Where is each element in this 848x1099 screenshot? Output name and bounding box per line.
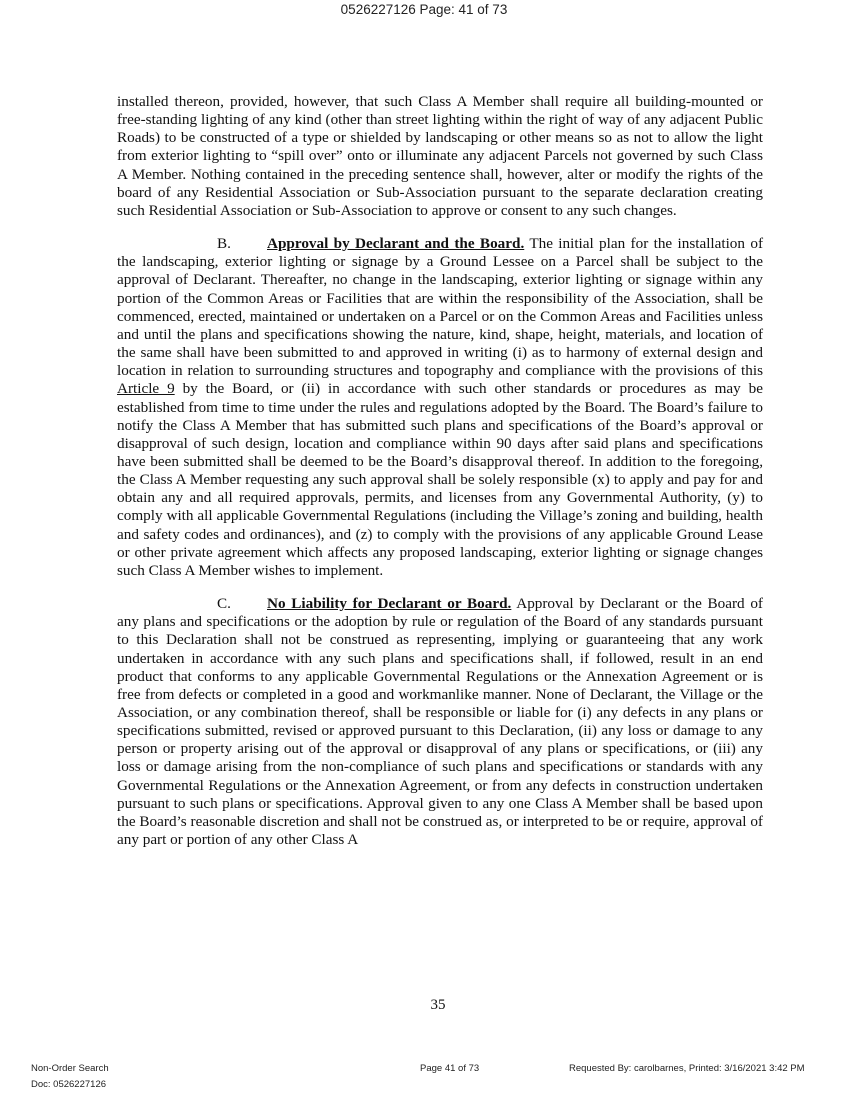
section-c [117, 595, 763, 849]
section-c-heading: No Liability for Declarant or Board. [267, 595, 512, 613]
footer-page-count: Page 41 of 73 [420, 1063, 480, 1074]
footer-doc-number: Doc: 0526227126 [31, 1079, 107, 1090]
section-c-text: Approval by Declarant or the Board of any plans and specifications or the adoption by rule or regulation of the Board of any standards pursuant to this Declaration shall not be construed as representing, implying or guaranteeing that any work undertaken in accordance with any such plans and specifications shall, if followed, result in an end product that conforms to any applicable Governmental Regulations or the Annexation Agreement or is free from defects or completed in a good and workmanlike manner. None of Declarant, the Village or the Association, or any combination thereof, shall be responsible or liable for (i) any defects in any plans or specifications submitted, revised or approved pursuant to this Declaration, (ii) any loss or damage to any person or property arising out of the approval or disapproval of any plans or specifications, or (iii) any loss or damage arising from the non-compliance of such plans and specifications or standards with any Governmental Regulations or the Annexation Agreement, or from any defects in construction undertaken pursuant to such plans or specifications. Approval given to any one Class A Member shall be based upon the Board’s reasonable discretion and shall not be construed as, or interpreted to be or require, approval of any part or portion of any other Class A [117, 595, 763, 849]
section-b-text-1: The initial plan for the installation of the landscaping, exterior lighting or signage by a Ground Lessee on a Parcel shall be subject to the approval of Declarant. Thereafter, no change in the landscaping, exterior lighting or signage within any portion of the Common Areas or Facilities that are within the responsibility of the Association, shall be commenced, erected, maintained or undertaken on a Parcel or on the Common Areas and Facilities unless and until the plans and specifications showing the nature, kind, shape, height, materials, and location of the same shall have been submitted to and approved in writing (i) as to harmony of external design and location in relation to surrounding structures and topography and compliance with the provisions of this [117, 235, 763, 380]
document-body [117, 93, 763, 864]
section-c-letter: C. [217, 595, 231, 613]
page-number: 35 [430, 997, 446, 1013]
article-9-reference: Article 9 [117, 380, 175, 398]
section-b-heading: Approval by Declarant and the Board. [267, 235, 525, 253]
document-stamp: 0526227126 Page: 41 of 73 [340, 2, 508, 17]
section-b [117, 235, 763, 580]
section-b-letter: B. [217, 235, 231, 253]
footer-requested-by: Requested By: carolbarnes, Printed: 3/16/2021 3:42 PM [569, 1063, 805, 1074]
section-b-text-2: by the Board, or (ii) in accordance with such other standards or procedures as may be established from time to time under the rules and regulations adopted by the Board. The Board’s failure to notify the Class A Member that has submitted such plans and specifications of the Board’s approval or disapproval of such design, location and compliance within 90 days after said plans and specifications have been submitted shall be deemed to be the Board’s disapproval thereof. In addition to the foregoing, the Class A Member requesting any such approval shall be solely responsible (x) to apply and pay for and obtain any and all required approvals, permits, and licenses from any Governmental Authority, (y) to comply with all applicable Governmental Regulations (including the Village’s zoning and building, health and safety codes and ordinances), and (z) to comply with the provisions of any applicable Ground Lease or other private agreement which affects any proposed landscaping, exterior lighting or signage changes such Class A Member wishes to implement. [117, 380, 763, 579]
footer-search-type: Non-Order Search [31, 1063, 109, 1074]
paragraph-continuation: installed thereon, provided, however, that such Class A Member shall require all building-mounted or free-standing lighting of any kind (other than street lighting within the right of way of any adjacent Public Roads) to be constructed of a type or shielded by landscaping or other means so as not to allow the light from exterior lighting to “spill over” onto or illuminate any adjacent Parcels not governed by such Class A Member. Nothing contained in the preceding sentence shall, however, alter or modify the rights of the board of any Residential Association or Sub-Association pursuant to the separate declaration creating such Residential Association or Sub-Association to approve or consent to any such changes. [117, 93, 763, 219]
